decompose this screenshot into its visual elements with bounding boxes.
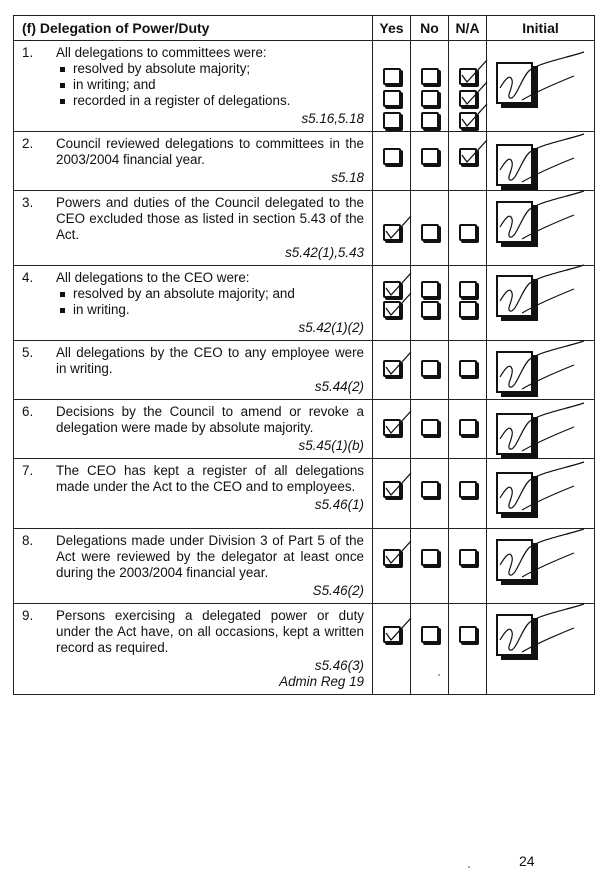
yes-checkbox[interactable] — [383, 90, 401, 107]
reference-line: s5.45(1)(b) — [298, 438, 364, 453]
question-cell — [14, 41, 373, 132]
legislation-reference — [56, 320, 364, 336]
check-mark-stroke — [462, 60, 487, 82]
na-cell — [449, 604, 487, 695]
check-mark-stroke — [462, 82, 487, 104]
na-checkbox[interactable] — [459, 224, 477, 241]
no-cell — [411, 41, 449, 132]
no-cell — [411, 459, 449, 529]
check-mark-icon — [383, 616, 413, 644]
yes-cell — [373, 266, 411, 341]
no-checkbox[interactable] — [421, 68, 439, 85]
item-number: 2. — [22, 136, 34, 151]
bullet-item: resolved by absolute majority; — [56, 61, 364, 77]
initial-box[interactable] — [496, 413, 533, 455]
na-cell — [449, 400, 487, 459]
na-cell — [449, 529, 487, 604]
initials-stroke — [500, 604, 584, 652]
reference-line: S5.46(2) — [312, 583, 364, 598]
reference-line: s5.46(1) — [314, 497, 364, 512]
item-number: 6. — [22, 404, 34, 419]
na-checkbox[interactable] — [459, 281, 477, 298]
initial-cell — [487, 341, 595, 400]
yes-cell — [373, 132, 411, 191]
question-text: Decisions by the Council to amend or revoke a delegation were made by absolute majority. — [56, 404, 364, 435]
na-cell — [449, 459, 487, 529]
initial-box[interactable] — [496, 144, 533, 186]
initials-signature-icon — [492, 195, 590, 255]
na-cell — [449, 341, 487, 400]
initials-signature-icon — [492, 466, 590, 526]
initial-box[interactable] — [496, 614, 533, 656]
check-mark-stroke — [462, 140, 487, 162]
section-title: (f) Delegation of Power/Duty — [14, 16, 373, 41]
bullet-list — [56, 61, 364, 109]
checklist-row — [14, 41, 595, 132]
check-mark-icon — [383, 409, 413, 437]
checklist-row — [14, 400, 595, 459]
question-cell — [14, 604, 373, 695]
legislation-reference — [56, 583, 364, 599]
question-body — [56, 270, 364, 336]
initials-signature-icon — [492, 608, 590, 668]
yes-checkbox[interactable] — [383, 148, 401, 165]
no-cell — [411, 132, 449, 191]
question-text: Powers and duties of the Council delegated to the CEO excluded those as listed in section 5.43 of the Act. — [56, 195, 364, 242]
initial-column-header: Initial — [487, 16, 595, 41]
reference-line: s5.16,5.18 — [301, 111, 364, 126]
no-checkbox[interactable] — [421, 281, 439, 298]
question-cell — [14, 132, 373, 191]
yes-cell — [373, 41, 411, 132]
na-checkbox[interactable] — [459, 481, 477, 498]
na-cell — [449, 132, 487, 191]
initials-stroke — [500, 529, 584, 577]
initials-stroke — [500, 403, 584, 451]
question-body — [56, 45, 364, 127]
check-mark-icon — [459, 102, 489, 130]
no-checkbox[interactable] — [421, 224, 439, 241]
legislation-reference — [56, 111, 364, 127]
initials-stroke — [500, 134, 584, 182]
reference-line: s5.42(1)(2) — [298, 320, 364, 335]
check-mark-stroke — [386, 618, 411, 640]
no-checkbox[interactable] — [421, 481, 439, 498]
question-cell — [14, 529, 373, 604]
checklist-row — [14, 132, 595, 191]
reference-line: Admin Reg 19 — [279, 674, 364, 689]
initial-cell — [487, 604, 595, 695]
question-text: All delegations to the CEO were: — [56, 270, 250, 285]
question-body — [56, 136, 364, 186]
yes-checkbox[interactable] — [383, 481, 401, 498]
initials-signature-icon — [492, 533, 590, 593]
delegation-checklist-table — [13, 15, 595, 695]
check-mark-stroke — [386, 293, 411, 315]
yes-cell — [373, 459, 411, 529]
na-cell — [449, 41, 487, 132]
yes-cell — [373, 400, 411, 459]
item-number: 4. — [22, 270, 34, 285]
bullet-item: recorded in a register of delegations. — [56, 93, 364, 109]
no-cell — [411, 266, 449, 341]
na-checkbox[interactable] — [459, 419, 477, 436]
yes-checkbox[interactable] — [383, 301, 401, 318]
bullet-item: in writing. — [56, 302, 364, 318]
initial-cell — [487, 400, 595, 459]
question-text: The CEO has kept a register of all delegations made under the Act to the CEO and to employees. — [56, 463, 364, 494]
question-text: Persons exercising a delegated power or duty under the Act have, on all occasions, kept a written record as required. — [56, 608, 364, 655]
check-mark-icon — [383, 291, 413, 319]
checklist-row — [14, 459, 595, 529]
question-text: All delegations by the CEO to any employee were in writing. — [56, 345, 364, 376]
na-column-header: N/A — [449, 16, 487, 41]
na-checkbox[interactable] — [459, 626, 477, 643]
initials-signature-icon — [492, 345, 590, 405]
check-mark-stroke — [462, 104, 487, 126]
question-cell — [14, 341, 373, 400]
initials-stroke — [500, 462, 584, 510]
yes-checkbox[interactable] — [383, 68, 401, 85]
yes-checkbox[interactable] — [383, 419, 401, 436]
legislation-reference — [56, 379, 364, 395]
question-cell — [14, 459, 373, 529]
no-checkbox[interactable] — [421, 301, 439, 318]
yes-checkbox[interactable] — [383, 360, 401, 377]
item-number: 9. — [22, 608, 34, 623]
reference-line: s5.46(3) — [314, 658, 364, 673]
initial-cell — [487, 529, 595, 604]
no-checkbox[interactable] — [421, 148, 439, 165]
checklist-row — [14, 341, 595, 400]
no-checkbox[interactable] — [421, 549, 439, 566]
initials-stroke — [500, 191, 584, 239]
initials-stroke — [500, 265, 584, 313]
question-body — [56, 608, 364, 690]
check-mark-icon — [383, 214, 413, 242]
no-cell — [411, 191, 449, 266]
reference-line: s5.18 — [331, 170, 364, 185]
item-number: 8. — [22, 533, 34, 548]
no-cell — [411, 341, 449, 400]
header-row — [14, 16, 595, 41]
initials-stroke — [500, 52, 584, 100]
question-cell — [14, 191, 373, 266]
question-text: All delegations to committees were: — [56, 45, 267, 60]
no-cell — [411, 604, 449, 695]
na-cell — [449, 191, 487, 266]
scan-speck — [438, 674, 440, 676]
yes-checkbox[interactable] — [383, 549, 401, 566]
item-number: 1. — [22, 45, 34, 60]
na-cell — [449, 266, 487, 341]
na-checkbox[interactable] — [459, 549, 477, 566]
yes-cell — [373, 529, 411, 604]
checklist-row — [14, 604, 595, 695]
initial-box[interactable] — [496, 472, 533, 514]
bullet-item: resolved by an absolute majority; and — [56, 286, 364, 302]
initial-box[interactable] — [496, 62, 533, 104]
yes-checkbox[interactable] — [383, 626, 401, 643]
initial-box[interactable] — [496, 351, 533, 393]
na-checkbox[interactable] — [459, 301, 477, 318]
item-number: 7. — [22, 463, 34, 478]
initial-box[interactable] — [496, 275, 533, 317]
question-body — [56, 533, 364, 599]
question-cell — [14, 400, 373, 459]
yes-checkbox[interactable] — [383, 112, 401, 129]
initial-cell — [487, 266, 595, 341]
check-mark-stroke — [386, 216, 411, 238]
yes-column-header: Yes — [373, 16, 411, 41]
initials-signature-icon — [492, 138, 590, 198]
check-mark-stroke — [386, 473, 411, 495]
bullet-list — [56, 286, 364, 318]
legislation-reference — [56, 497, 364, 513]
initial-box[interactable] — [496, 201, 533, 243]
check-mark-icon — [459, 138, 489, 166]
initial-cell — [487, 132, 595, 191]
no-checkbox[interactable] — [421, 112, 439, 129]
no-checkbox[interactable] — [421, 360, 439, 377]
legislation-reference — [56, 170, 364, 186]
legislation-reference — [56, 438, 364, 454]
initial-cell — [487, 459, 595, 529]
initial-cell — [487, 41, 595, 132]
no-cell — [411, 529, 449, 604]
initials-stroke — [500, 341, 584, 389]
question-body — [56, 463, 364, 513]
initials-signature-icon — [492, 269, 590, 329]
check-mark-stroke — [386, 411, 411, 433]
no-cell — [411, 400, 449, 459]
initial-box[interactable] — [496, 539, 533, 581]
reference-line: s5.42(1),5.43 — [285, 245, 364, 260]
page-number: 24 — [519, 853, 535, 869]
yes-checkbox[interactable] — [383, 224, 401, 241]
item-number: 3. — [22, 195, 34, 210]
legislation-reference — [56, 245, 364, 261]
yes-cell — [373, 604, 411, 695]
legislation-reference — [56, 658, 364, 690]
no-checkbox[interactable] — [421, 90, 439, 107]
question-body — [56, 345, 364, 395]
check-mark-icon — [383, 539, 413, 567]
no-column-header: No — [411, 16, 449, 41]
yes-cell — [373, 191, 411, 266]
question-text: Council reviewed delegations to committees in the 2003/2004 financial year. — [56, 136, 364, 167]
question-cell — [14, 266, 373, 341]
question-body — [56, 195, 364, 261]
scan-speck — [468, 866, 470, 868]
initial-cell — [487, 191, 595, 266]
na-checkbox[interactable] — [459, 360, 477, 377]
checklist-row — [14, 529, 595, 604]
check-mark-stroke — [386, 541, 411, 563]
check-mark-icon — [383, 350, 413, 378]
reference-line: s5.44(2) — [314, 379, 364, 394]
item-number: 5. — [22, 345, 34, 360]
question-body — [56, 404, 364, 454]
no-checkbox[interactable] — [421, 626, 439, 643]
yes-cell — [373, 341, 411, 400]
checklist-row — [14, 266, 595, 341]
initials-signature-icon — [492, 56, 590, 116]
check-mark-icon — [383, 471, 413, 499]
no-checkbox[interactable] — [421, 419, 439, 436]
check-mark-stroke — [386, 352, 411, 374]
na-checkbox[interactable] — [459, 148, 477, 165]
bullet-item: in writing; and — [56, 77, 364, 93]
question-text: Delegations made under Division 3 of Part 5 of the Act were reviewed by the delegator at least once during the 2003/2004 financial year. — [56, 533, 364, 580]
checklist-row — [14, 191, 595, 266]
na-checkbox[interactable] — [459, 112, 477, 129]
